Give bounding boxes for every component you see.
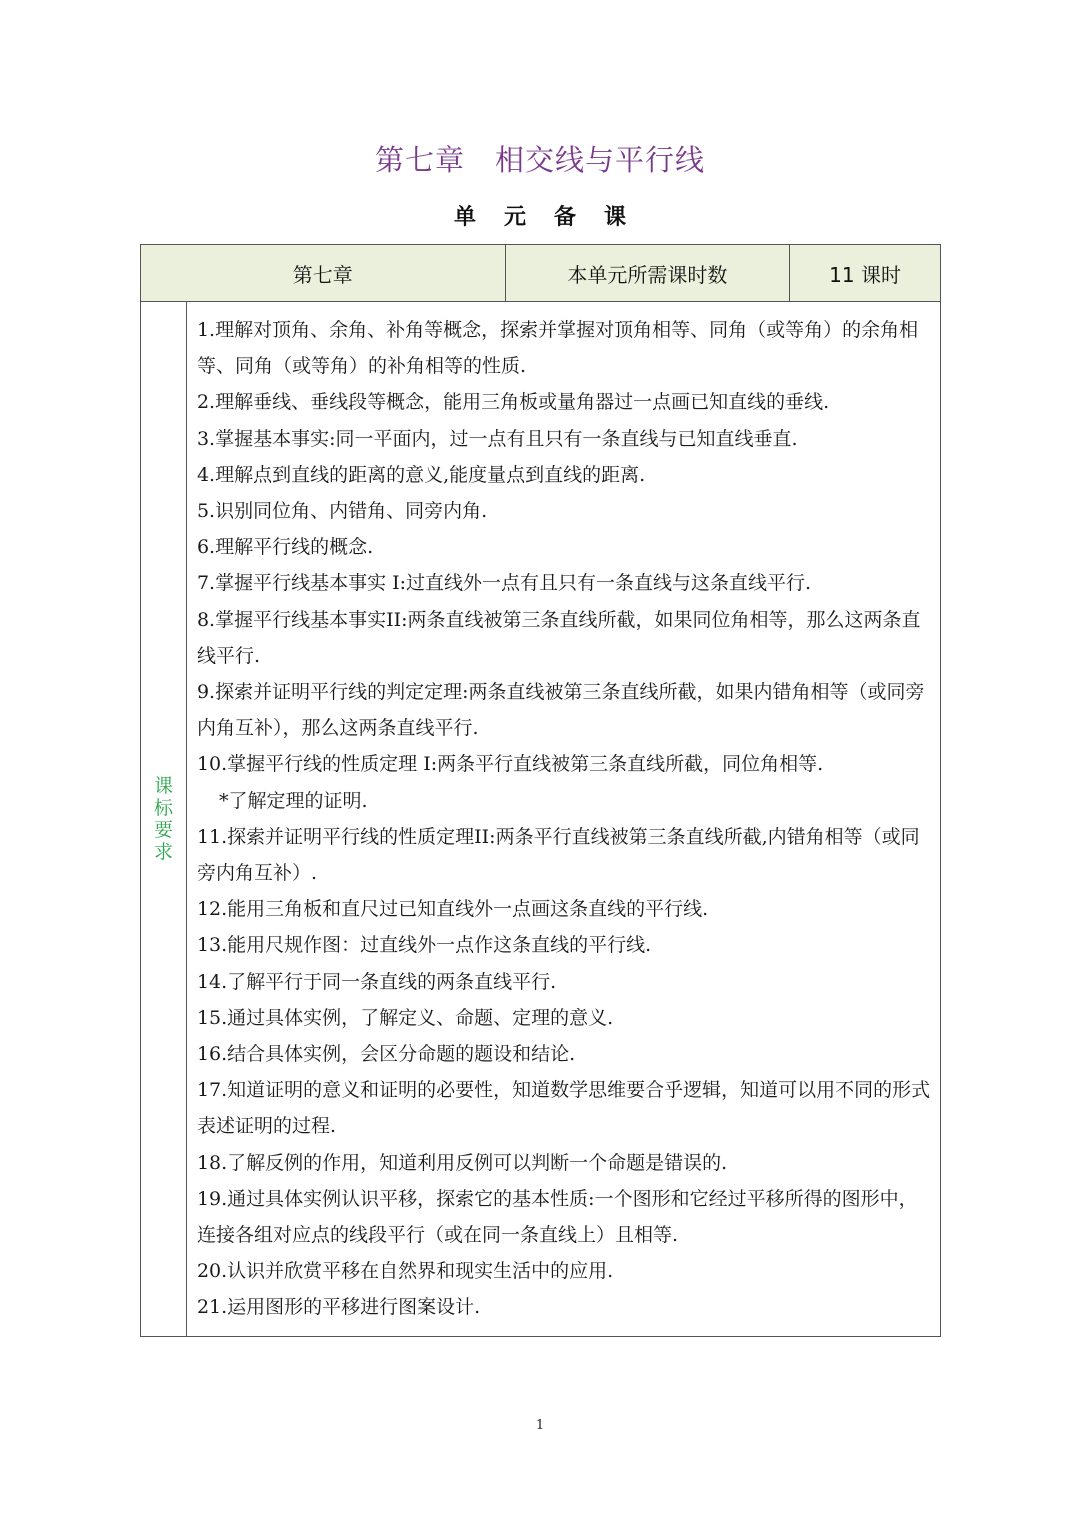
table-header-row xyxy=(141,245,941,302)
list-item: 17.知道证明的意义和证明的必要性，知道数学思维要合乎逻辑，知道可以用不同的形式表述证明的过程. xyxy=(196,1079,931,1138)
title-chapter: 第七章 xyxy=(374,143,465,177)
list-item: 9.探索并证明平行线的判定定理:两条直线被第三条直线所截，如果内错角相等（或同旁内角互补），那么这两条直线平行. xyxy=(196,681,925,740)
page-number: 1 xyxy=(535,1418,545,1433)
requirements-cell xyxy=(186,302,940,1337)
list-item: 13.能用尺规作图：过直线外一点作这条直线的平行线. xyxy=(196,934,652,957)
list-item: 12.能用三角板和直尺过已知直线外一点画这条直线的平行线. xyxy=(196,898,709,921)
list-item: 16.结合具体实例，会区分命题的题设和结论. xyxy=(196,1043,576,1066)
list-item: 21.运用图形的平移进行图案设计. xyxy=(196,1296,481,1319)
list-item: 15.通过具体实例，了解定义、命题、定理的意义. xyxy=(196,1006,614,1029)
list-item: 2.理解垂线、垂线段等概念，能用三角板或量角器过一点画已知直线的垂线. xyxy=(196,391,830,414)
header-hours-label-cell: 本单元所需课时数 xyxy=(505,245,790,302)
list-item: 4.理解点到直线的距离的意义,能度量点到直线的距离. xyxy=(196,463,646,486)
side-label-cell xyxy=(141,302,187,1337)
unit-plan-table xyxy=(140,244,941,1337)
title-topic: 相交线与平行线 xyxy=(495,143,706,177)
list-item: 8.掌握平行线基本事实II:两条直线被第三条直线所截，如果同位角相等，那么这两条直线平行. xyxy=(196,608,921,667)
header-chapter-cell: 第七章 xyxy=(141,245,506,302)
list-item: 5.识别同位角、内错角、同旁内角. xyxy=(196,500,488,523)
list-item: 7.掌握平行线基本事实 I:过直线外一点有且只有一条直线与这条直线平行. xyxy=(196,572,812,595)
list-item: 6.理解平行线的概念. xyxy=(196,536,374,559)
list-item: 14.了解平行于同一条直线的两条直线平行. xyxy=(196,970,557,993)
page-title xyxy=(0,138,1080,179)
list-item-note: *了解定理的证明. xyxy=(218,789,368,812)
list-item: 3.掌握基本事实:同一平面内，过一点有且只有一条直线与已知直线垂直. xyxy=(196,427,798,450)
list-item: 1.理解对顶角、余角、补角等概念，探索并掌握对顶角相等、同角（或等角）的余角相等、同角（或等角）的补角相等的性质. xyxy=(196,319,919,378)
list-item: 10.掌握平行线的性质定理 I:两条平行直线被第三条直线所截，同位角相等. xyxy=(196,753,824,776)
side-label: 课标要求 xyxy=(153,774,173,863)
header-hours-value-cell: 11 课时 xyxy=(790,245,941,302)
list-item: 20.认识并欣赏平移在自然界和现实生活中的应用. xyxy=(196,1260,614,1283)
list-item: 19.通过具体实例认识平移，探索它的基本性质:一个图形和它经过平移所得的图形中，连接各组对应点的线段平行（或在同一条直线上）且相等. xyxy=(196,1187,918,1247)
requirements-row xyxy=(141,302,941,1337)
section-subtitle: 单元备课 xyxy=(453,205,654,230)
list-item: 11.探索并证明平行线的性质定理II:两条平行直线被第三条直线所截,内错角相等（或同旁内角互补）. xyxy=(196,825,920,885)
requirements-list xyxy=(197,312,932,1326)
list-item: 18.了解反例的作用，知道利用反例可以判断一个命题是错误的. xyxy=(196,1151,728,1174)
